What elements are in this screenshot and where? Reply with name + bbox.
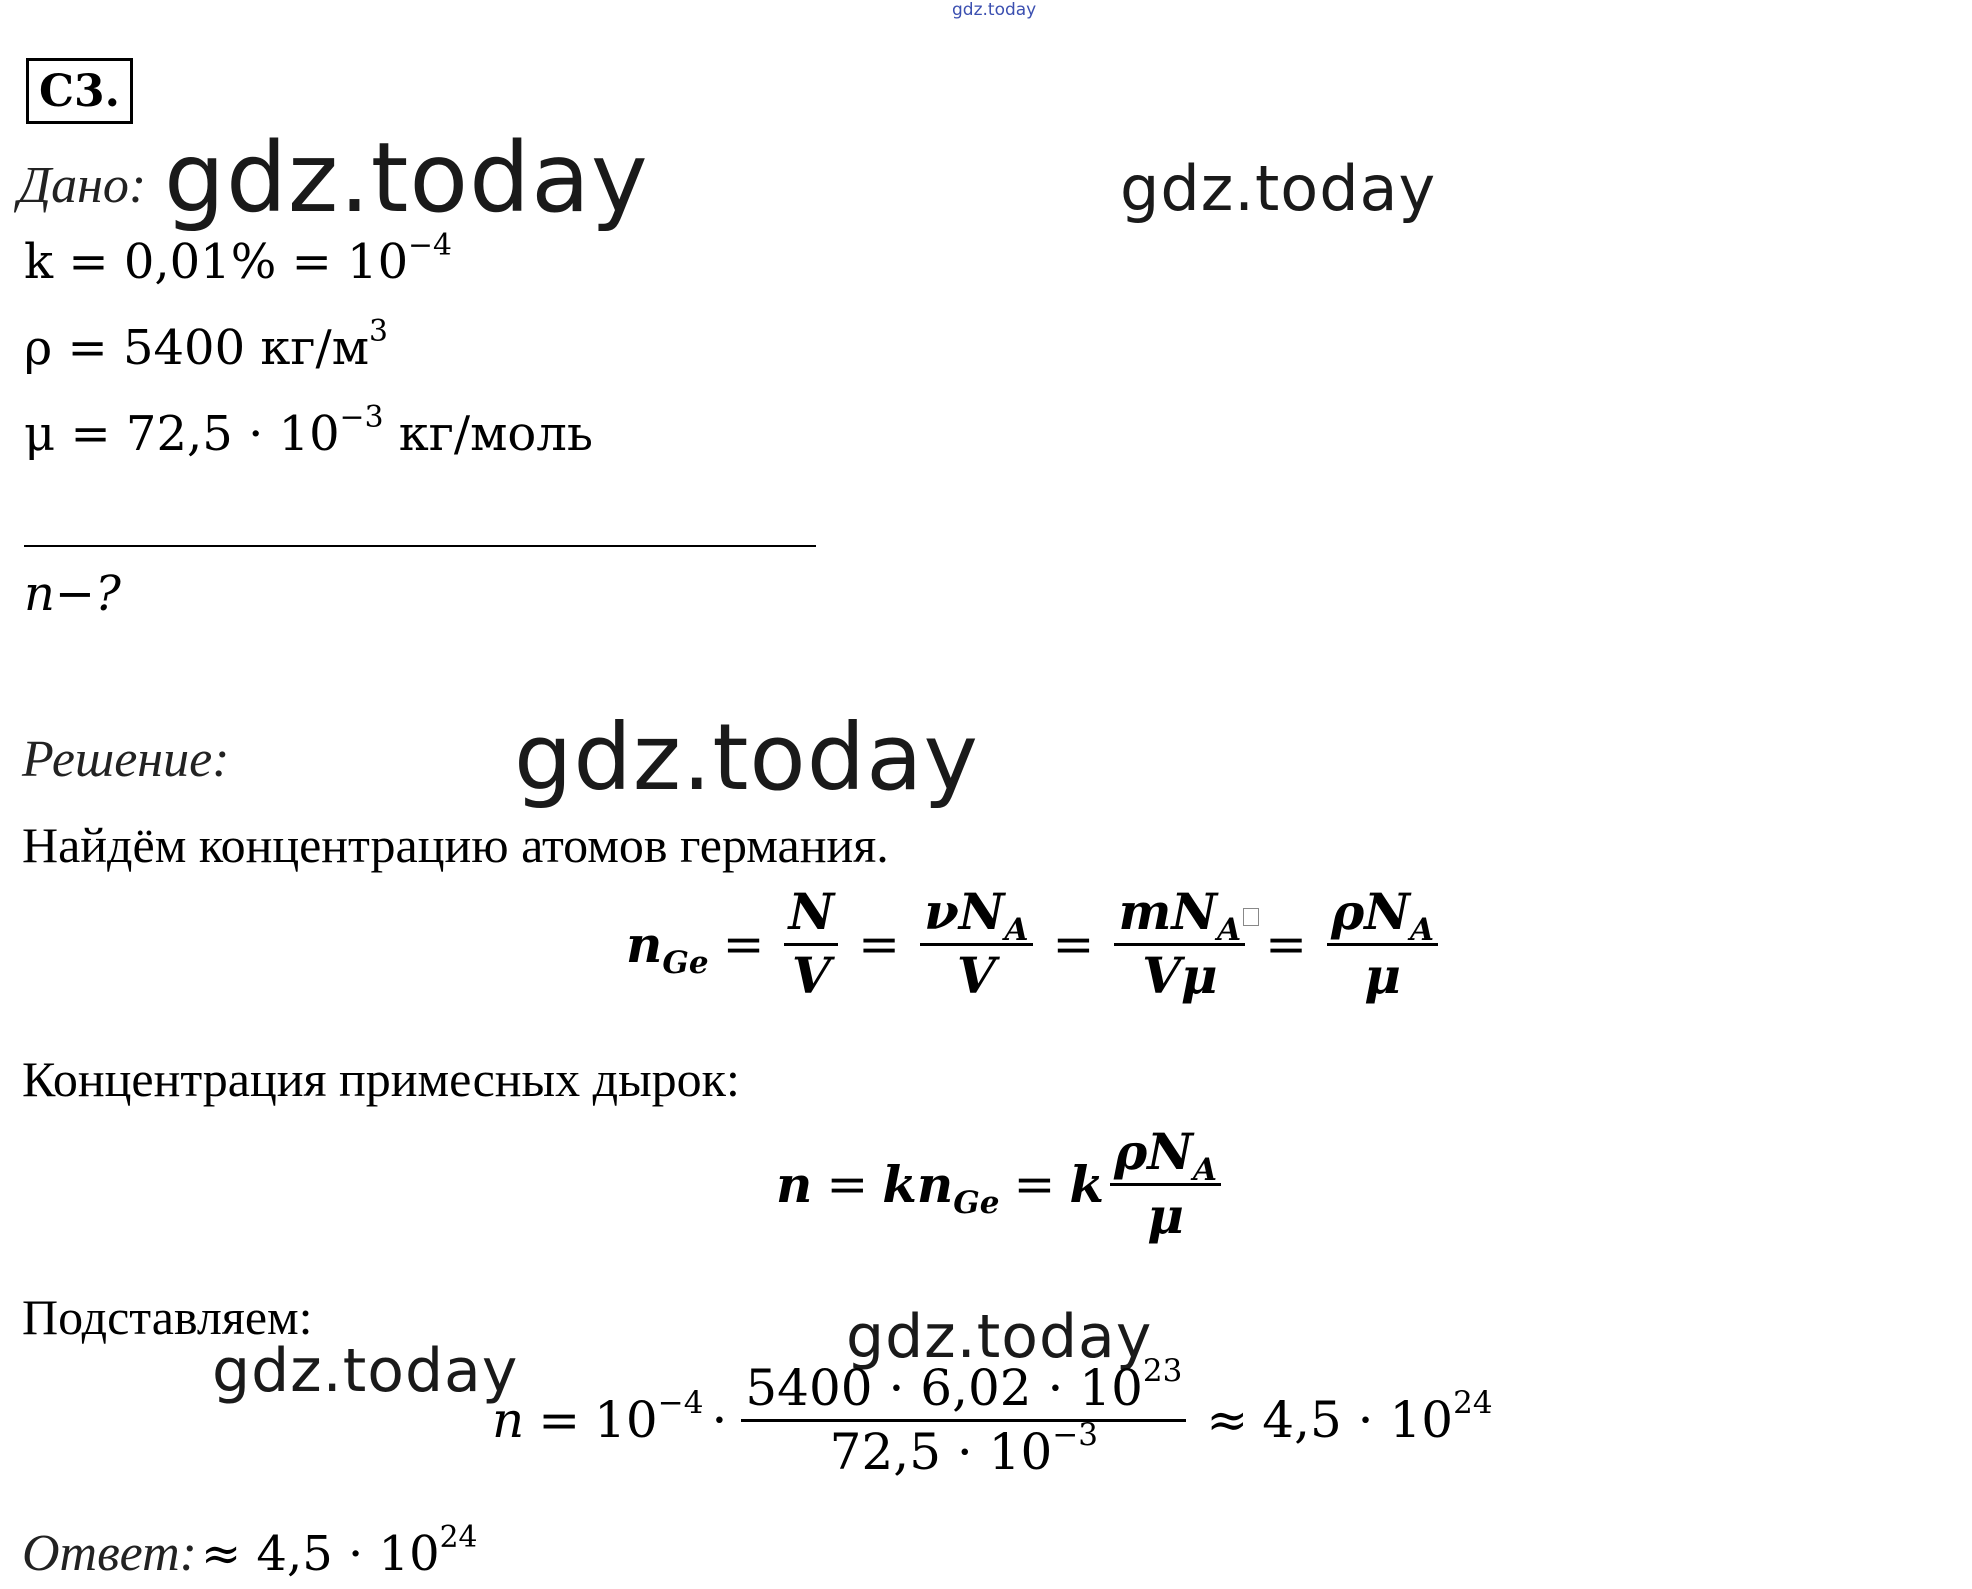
task-number: C3. bbox=[26, 58, 133, 124]
formula-concentration bbox=[626, 882, 1444, 1005]
substitute-text: Подставляем: bbox=[22, 1289, 313, 1345]
f2-lhs: n bbox=[776, 1154, 813, 1214]
f1-eq3: = bbox=[1052, 915, 1095, 973]
given-mu bbox=[24, 400, 593, 462]
artifact-mark bbox=[1243, 908, 1259, 926]
f2-eq2: = bbox=[1013, 1155, 1056, 1213]
f3-lhs: n bbox=[492, 1391, 525, 1449]
answer-value: ≈ $4,5 \cdot 10^{24}$ bbox=[200, 1520, 478, 1582]
f1-eq4: = bbox=[1265, 915, 1308, 973]
watermark-lower-left: gdz.today bbox=[212, 1336, 519, 1406]
f2-eq1: = bbox=[826, 1155, 869, 1213]
holes-text: Концентрация примесных дырок: bbox=[22, 1051, 740, 1107]
given-mu-unit: кг/моль bbox=[383, 406, 593, 462]
f2-k: k bbox=[1069, 1154, 1105, 1214]
formula-holes bbox=[776, 1122, 1227, 1245]
f3-eq: = bbox=[538, 1391, 581, 1449]
f1-frac4: $\frac{\rho N_A}{\mu}$ bbox=[1327, 886, 1438, 1002]
given-mu-text: μ = 72,5 · 10 bbox=[24, 406, 340, 462]
f3-dot: · bbox=[711, 1391, 728, 1449]
intro-text: Найдём концентрацию атомов германия. bbox=[22, 817, 889, 873]
f3-result: $4,5 \cdot 10^{24}$ bbox=[1262, 1385, 1493, 1449]
formula-substitution bbox=[492, 1353, 1493, 1481]
given-k bbox=[24, 228, 452, 290]
watermark-right-top: gdz.today bbox=[1120, 152, 1437, 225]
watermark-mid: gdz.today bbox=[846, 1302, 1153, 1372]
top-watermark: gdz.today bbox=[952, 0, 1037, 20]
f3-approx: ≈ bbox=[1206, 1391, 1249, 1449]
f1-frac1: $\frac{N}{V}$ bbox=[784, 886, 838, 1002]
f1-lhs: $n_{Ge}$ bbox=[626, 914, 709, 981]
watermark-given: gdz.today bbox=[164, 122, 649, 234]
f1-frac3: $\frac{mN_A}{V\mu}$ bbox=[1114, 886, 1245, 1002]
given-k-text: k = 0,01% = 10 bbox=[24, 234, 409, 290]
given-divider bbox=[24, 545, 816, 547]
given-mu-exp: −3 bbox=[339, 400, 384, 436]
f3-frac: $\frac{5400 \cdot 6,02 \cdot 10^{23}}{72,5 \cdot 10^{-3}}$ bbox=[741, 1362, 1186, 1478]
f2-frac: $\frac{\rho N_A}{\mu}$ bbox=[1110, 1126, 1221, 1242]
given-rho-text: ρ = 5400 кг/м bbox=[24, 320, 370, 376]
f3-coef: $10^{-4}$ bbox=[594, 1385, 704, 1449]
given-k-exp: −4 bbox=[408, 228, 452, 264]
given-rho bbox=[24, 314, 388, 376]
watermark-solution: gdz.today bbox=[514, 704, 979, 811]
f1-eq1: = bbox=[722, 915, 765, 973]
f2-mid: $kn_{Ge}$ bbox=[882, 1154, 1000, 1221]
f1-eq2: = bbox=[858, 915, 901, 973]
solution-label: Решение: bbox=[22, 731, 230, 788]
answer-line bbox=[22, 1520, 478, 1583]
given-rho-exp: 3 bbox=[369, 314, 388, 350]
f1-frac2: $\frac{\nu N_A}{V}$ bbox=[920, 886, 1032, 1002]
answer-label: Ответ: bbox=[22, 1525, 197, 1582]
find-line: n−? bbox=[24, 566, 121, 622]
given-label: Дано: bbox=[18, 157, 147, 214]
